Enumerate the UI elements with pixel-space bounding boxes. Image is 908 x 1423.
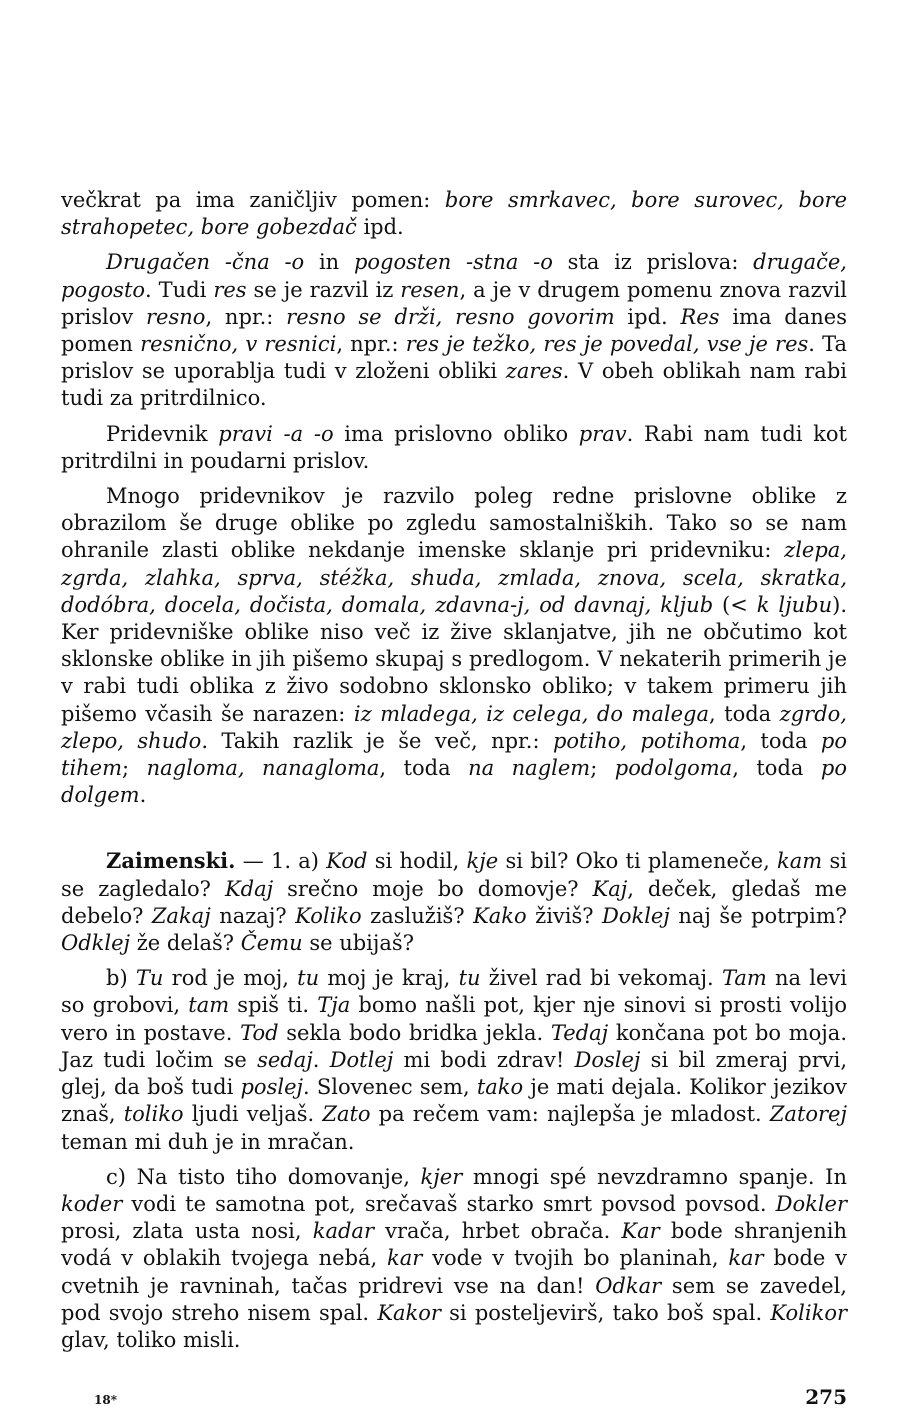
example-text: Kakor — [377, 1300, 441, 1325]
body-text: rod je moj, — [163, 966, 298, 991]
body-text: , toda — [732, 756, 821, 781]
body-text: moj je kraj, — [319, 966, 459, 991]
body-text: mi bodi zdrav! — [393, 1047, 575, 1072]
body-text: , deček, gledaš me debelo? — [61, 876, 847, 928]
body-text: si hodil, — [367, 849, 467, 874]
example-text: po dolgem — [61, 756, 848, 808]
body-text: prosi, zlata usta nosi, — [61, 1219, 313, 1244]
body-text: Pridevnik — [106, 421, 219, 446]
body-text: ima prislovno obliko — [333, 421, 579, 446]
example-text: kje — [466, 849, 499, 874]
body-text: vode v tvojih bo planinah, — [422, 1246, 729, 1271]
example-text: zgrdo, zlepo, shudo — [61, 701, 847, 753]
example-text: Tu — [135, 966, 164, 991]
body-text: ima danes pomen — [61, 304, 847, 357]
example-text: res je težko, res je povedal, vse je res — [405, 332, 809, 357]
body-text: ljudi veljaš. — [183, 1102, 323, 1127]
example-text: resno se drži, resno govorim — [286, 304, 615, 329]
body-text: živel rad bi vekomaj. — [480, 966, 722, 991]
body-text: ipd. — [356, 215, 404, 240]
example-text: toliko — [123, 1102, 184, 1127]
body-text: se je razvil iz — [246, 277, 401, 302]
example-text: drugače, pogosto — [61, 250, 847, 302]
paragraph — [61, 847, 847, 957]
body-text: vodi te samotna pot, srečavaš starko smrt povsod povsod. — [122, 1191, 776, 1216]
page-footer — [94, 1385, 847, 1415]
body-text: Mnogo pridevnikov je razvilo poleg redne prislovne oblike z obrazilom še druge oblike po zgledu samostalniških. Tako so se nam ohranile zlasti oblike nekdanje imenske sklanje pri pridevniku: — [61, 484, 847, 563]
example-text: koder — [61, 1191, 123, 1216]
body-text: (< — [713, 592, 757, 617]
example-text: Tam — [721, 966, 767, 991]
example-text: Doklej — [602, 903, 670, 928]
example-text: potiho, potihoma — [552, 728, 741, 753]
example-text: iz mladega, iz celega, do malega — [353, 701, 710, 726]
body-text: si bil zmeraj prvi, glej, da boš tudi — [61, 1047, 848, 1100]
body-text: . Takih razlik je še več, npr.: — [201, 728, 553, 753]
example-text: Tja — [317, 993, 351, 1018]
body-text: se ubijaš? — [302, 931, 414, 956]
body-text: , npr.: — [205, 304, 287, 329]
body-text: . V obeh oblikah nam rabi tudi za pritrdilnico. — [61, 359, 847, 411]
example-text: pravi -a -o — [218, 421, 334, 446]
example-text: Čemu — [240, 931, 303, 956]
example-text: Kod — [326, 849, 368, 874]
example-text: kam — [777, 849, 823, 874]
example-text: pogosten -stna -o — [353, 250, 553, 275]
example-text: tu — [458, 966, 481, 991]
example-text: zares — [505, 359, 563, 384]
body-text: c) Na tisto tiho domovanje, — [106, 1164, 421, 1189]
body-text: končana pot bo moja. Jaz tudi ločim se — [61, 1020, 847, 1072]
paragraph — [61, 249, 847, 412]
example-text: Drugačen -čna -o — [106, 250, 305, 275]
section-heading: Zaimenski. — [106, 848, 236, 874]
body-text: spiš ti. — [229, 993, 318, 1018]
example-text: k ljubu — [756, 592, 833, 617]
example-text: Dotlej — [329, 1047, 394, 1072]
example-text: sedaj — [257, 1047, 313, 1072]
example-text: Zato — [322, 1102, 371, 1127]
body-text: . Rabi nam tudi kot pritrdilni in poudarni prislov. — [61, 421, 847, 473]
body-text: teman mi duh je in mračan. — [61, 1129, 355, 1154]
page-number: 275 — [805, 1385, 847, 1409]
example-text: Zakaj — [151, 903, 211, 928]
example-text: Res — [680, 304, 720, 329]
body-text: sta iz prislova: — [552, 250, 754, 275]
body-text: . — [312, 1047, 330, 1072]
example-text: resno — [146, 304, 206, 329]
example-text: resnično, v resnici — [140, 332, 337, 357]
body-text: bomo našli pot, kjer nje sinovi si prosti volijo vero in postave. — [61, 993, 847, 1045]
body-text: sem se zavedel, pod svojo streho nisem spal. — [61, 1273, 847, 1325]
example-text: nagloma, nanagloma — [146, 756, 380, 781]
body-text: sekla bodo bridka jekla. — [278, 1020, 551, 1045]
example-text: Tod — [240, 1020, 279, 1045]
body-text: b) — [106, 966, 136, 991]
example-text: zlepa, zgrda, zlahka, sprva, stéžka, shuda, zmlada, znova, scela, skratka, dodóbra, docela, dočista, domala, zdavna-j, od davnaj, kljub — [61, 538, 847, 617]
body-text: , toda — [709, 701, 780, 726]
body-text: ; — [590, 756, 615, 781]
example-text: Kaj — [592, 876, 628, 901]
body-text: večkrat pa ima zaničljiv pomen: — [61, 188, 445, 212]
body-text: na levi so grobovi, — [61, 966, 847, 1018]
body-text: , a je v drugem pomenu znova razvil prislov — [61, 277, 847, 329]
body-text: ). Ker pridevniške oblike niso več iz žive sklanjatve, jih ne občutimo kot sklonske oblike in jih pišemo skupaj s predlogom. V nekaterih primerih je v rabi tudi oblika z živo sodobno sklonsko obliko; v takem primeru jih pišemo včasih še narazen: — [61, 592, 848, 726]
body-text: in — [304, 250, 354, 275]
example-text: Tedaj — [550, 1020, 609, 1045]
body-text: si se zagledalo? — [61, 849, 847, 901]
body-text: nazaj? — [210, 903, 296, 928]
example-text: kar — [728, 1246, 764, 1271]
body-text: ipd. — [614, 304, 681, 329]
paragraph — [61, 1164, 847, 1354]
example-text: tako — [476, 1075, 524, 1100]
paragraph — [61, 483, 847, 809]
body-text: že delaš? — [130, 931, 241, 956]
body-text: si posteljevirš, tako boš spal. — [440, 1300, 771, 1325]
body-text: mnogi spé nevzdramno spanje. In — [462, 1164, 847, 1189]
body-text: živiš? — [526, 903, 603, 928]
body-text: , npr.: — [336, 332, 406, 357]
signature-mark: 18* — [94, 1393, 117, 1407]
page-body — [61, 187, 847, 1362]
example-text: kadar — [312, 1219, 374, 1244]
body-text: je mati dejala. Kolikor jezikov znaš, — [61, 1075, 847, 1127]
body-text: — 1. a) — [235, 849, 327, 874]
paragraph — [61, 421, 847, 475]
body-text: si bil? Oko ti plameneče, — [498, 849, 778, 874]
body-text: bode shranjenih vodá v oblakih tvojega nebá, — [61, 1219, 848, 1271]
body-text: bode v cvetnih je ravninah, tačas pridrevi vse na dan! — [61, 1246, 848, 1298]
example-text: Kolikor — [770, 1300, 848, 1325]
example-text: kjer — [420, 1164, 463, 1189]
body-text: , toda — [740, 728, 821, 753]
paragraph — [61, 965, 847, 1155]
body-text: ; — [122, 756, 147, 781]
example-text: res — [213, 277, 247, 302]
body-text: . — [139, 783, 147, 808]
example-text: Kako — [473, 903, 527, 928]
paragraph — [61, 187, 847, 241]
example-text: poslej — [240, 1075, 304, 1100]
example-text: resen — [400, 277, 460, 302]
example-text: Zatorej — [769, 1102, 847, 1127]
example-text: bore smrkavec, bore surovec, bore strahopetec, bore gobezdač — [61, 188, 847, 240]
example-text: Dokler — [775, 1191, 847, 1216]
body-text: srečno moje bo domovje? — [273, 876, 593, 901]
body-text: pa rečem vam: najlepša je mladost. — [370, 1102, 770, 1127]
body-text: , toda — [379, 756, 469, 781]
body-text: naj še potrpim? — [669, 903, 847, 928]
example-text: po tihem — [61, 728, 847, 781]
example-text: podolgoma — [614, 756, 733, 781]
example-text: Kar — [621, 1219, 660, 1244]
example-text: Odklej — [61, 931, 131, 956]
example-text: Odkar — [595, 1273, 662, 1298]
example-text: Kdaj — [224, 876, 274, 901]
example-text: tu — [297, 966, 320, 991]
body-text: . Ta prislov se uporablja tudi v zloženi obliki — [61, 332, 848, 384]
body-text: glav, toliko misli. — [61, 1327, 241, 1352]
example-text: tam — [188, 993, 230, 1018]
body-text: vrača, hrbet obrača. — [373, 1219, 622, 1244]
example-text: Doslej — [574, 1047, 641, 1072]
example-text: na naglem — [468, 756, 591, 781]
body-text: zaslužiš? — [361, 903, 474, 928]
example-text: Koliko — [295, 903, 362, 928]
body-text: . Tudi — [145, 277, 214, 302]
example-text: prav — [578, 421, 627, 446]
example-text: kar — [387, 1246, 423, 1271]
body-text: . Slovenec sem, — [303, 1075, 477, 1100]
